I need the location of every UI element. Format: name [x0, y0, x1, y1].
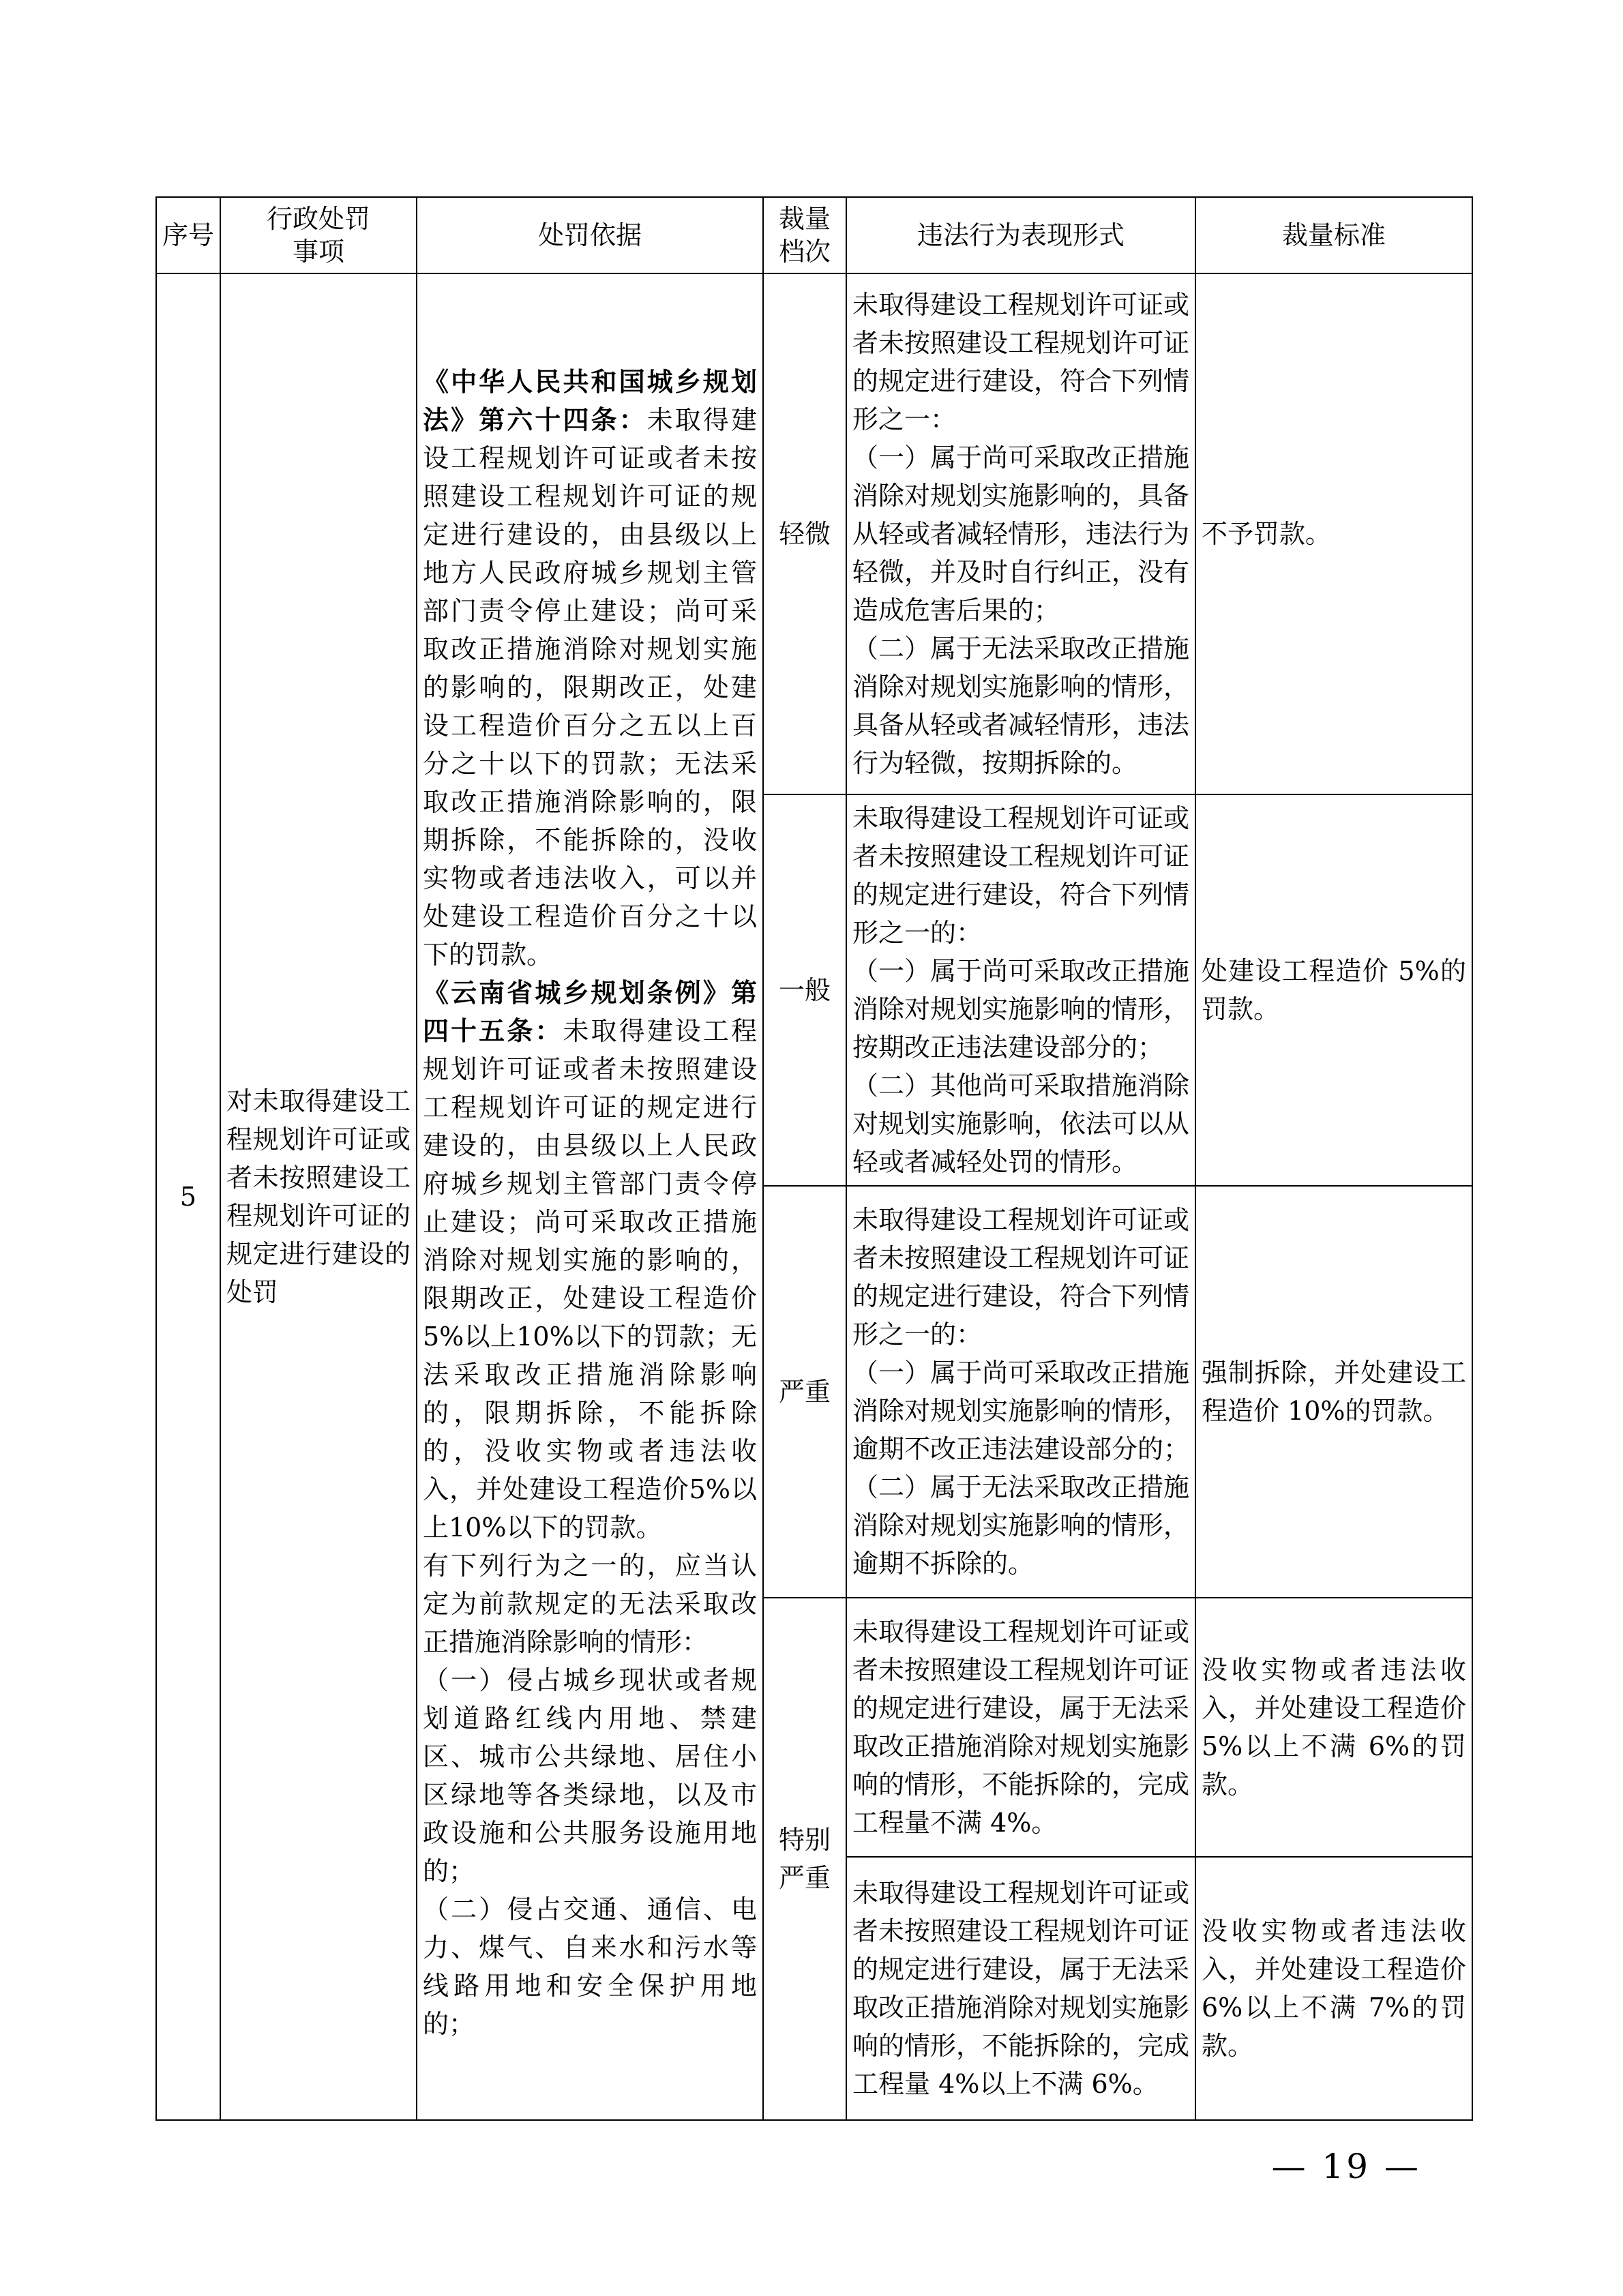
cell-discretion-level: 严重: [763, 1186, 846, 1598]
page-number: — 19 —: [1271, 2147, 1421, 2186]
violation-paragraph: （二）属于无法采取改正措施消除对规划实施影响的情形，具备从轻或者减轻情形，违法行为轻微，按期拆除的。: [852, 633, 1190, 778]
header-item: 行政处罚 事项: [220, 197, 417, 273]
header-level: 裁量 档次: [763, 197, 846, 273]
cell-penalty-item: 对未取得建设工程规划许可证或者未按照建设工程规划许可证的规定进行建设的处罚: [220, 273, 417, 2120]
violation-paragraph: （二）其他尚可采取措施消除对规划实施影响，依法可以从轻或者减轻处罚的情形。: [852, 1071, 1190, 1177]
basis-article-title: 《云南省城乡规划条例》第四十五条：: [423, 977, 757, 1046]
header-standard: 裁量标准: [1195, 197, 1472, 273]
cell-violation-form: [846, 1857, 1195, 2120]
violation-paragraph: （一）属于尚可采取改正措施消除对规划实施影响的情形，按期改正违法建设部分的；: [852, 956, 1190, 1062]
violation-paragraph: 未取得建设工程规划许可证或者未按照建设工程规划许可证的规定进行建设，符合下列情形之一：: [852, 290, 1190, 434]
table-header-row: [156, 197, 1472, 273]
cell-discretion-standard: 没收实物或者违法收入，并处建设工程造价 6%以上不满 7%的罚款。: [1195, 1857, 1472, 2120]
violation-paragraph: 未取得建设工程规划许可证或者未按照建设工程规划许可证的规定进行建设，属于无法采取改正措施消除对规划实施影响的情形，不能拆除的，完成工程量不满 4%。: [852, 1617, 1190, 1838]
basis-paragraph: 有下列行为之一的，应当认定为前款规定的无法采取改正措施消除影响的情形：: [423, 1551, 757, 1657]
violation-paragraph: （二）属于无法采取改正措施消除对规划实施影响的情形，逾期不拆除的。: [852, 1472, 1190, 1579]
cell-seq: 5: [156, 273, 220, 2120]
cell-discretion-level: 一般: [763, 794, 846, 1186]
violation-paragraph: 未取得建设工程规划许可证或者未按照建设工程规划许可证的规定进行建设，符合下列情形之一的：: [852, 1205, 1190, 1350]
cell-violation-form: [846, 1186, 1195, 1598]
basis-paragraph: 《云南省城乡规划条例》第四十五条：未取得建设工程规划许可证或者未按照建设工程规划许可证的规定进行建设的，由县级以上人民政府城乡规划主管部门责令停止建设；尚可采取改正措施消除对规划实施的影响的，限期改正，处建设工程造价5%以上10%以下的罚款；无法采取改正措施消除影响的，限期拆除，不能拆除的，没收实物或者违法收入，并处建设工程造价5%以上10%以下的罚款。: [423, 977, 757, 1542]
cell-violation-form: [846, 273, 1195, 794]
violation-paragraph: 未取得建设工程规划许可证或者未按照建设工程规划许可证的规定进行建设，符合下列情形之一的：: [852, 803, 1190, 948]
cell-discretion-level: 特别 严重: [763, 1598, 846, 2120]
table-row: [156, 273, 1472, 794]
penalty-discretion-table: [155, 196, 1473, 2121]
header-basis: 处罚依据: [417, 197, 763, 273]
header-form: 违法行为表现形式: [846, 197, 1195, 273]
basis-paragraph: （二）侵占交通、通信、电力、煤气、自来水和污水等线路用地和安全保护用地的；: [423, 1894, 757, 2039]
cell-violation-form: [846, 1598, 1195, 1857]
cell-discretion-standard: 强制拆除，并处建设工程造价 10%的罚款。: [1195, 1186, 1472, 1598]
basis-paragraph: （一）侵占城乡现状或者规划道路红线内用地、禁建区、城市公共绿地、居住小区绿地等各类绿地，以及市政设施和公共服务设施用地的；: [423, 1665, 757, 1886]
violation-paragraph: 未取得建设工程规划许可证或者未按照建设工程规划许可证的规定进行建设，属于无法采取改正措施消除对规划实施影响的情形，不能拆除的，完成工程量 4%以上不满 6%。: [852, 1878, 1190, 2099]
header-seq: 序号: [156, 197, 220, 273]
basis-paragraph: 《中华人民共和国城乡规划法》第六十四条：未取得建设工程规划许可证或者未按照建设工程规划许可证的规定进行建设的，由县级以上地方人民政府城乡规划主管部门责令停止建设；尚可采取改正措施消除对规划实施的影响的，限期改正，处建设工程造价百分之五以上百分之十以下的罚款；无法采取改正措施消除影响的，限期拆除，不能拆除的，没收实物或者违法收入，可以并处建设工程造价百分之十以下的罚款。: [423, 366, 757, 970]
violation-paragraph: （一）属于尚可采取改正措施消除对规划实施影响的，具备从轻或者减轻情形，违法行为轻微，并及时自行纠正，没有造成危害后果的；: [852, 443, 1190, 625]
cell-discretion-standard: 没收实物或者违法收入，并处建设工程造价 5%以上不满 6%的罚款。: [1195, 1598, 1472, 1857]
cell-penalty-basis: [417, 273, 763, 2120]
cell-violation-form: [846, 794, 1195, 1186]
cell-discretion-standard: 处建设工程造价 5%的罚款。: [1195, 794, 1472, 1186]
cell-discretion-level: 轻微: [763, 273, 846, 794]
basis-article-title: 《中华人民共和国城乡规划法》第六十四条：: [423, 366, 757, 435]
violation-paragraph: （一）属于尚可采取改正措施消除对规划实施影响的情形，逾期不改正违法建设部分的；: [852, 1358, 1190, 1464]
cell-discretion-standard: 不予罚款。: [1195, 273, 1472, 794]
